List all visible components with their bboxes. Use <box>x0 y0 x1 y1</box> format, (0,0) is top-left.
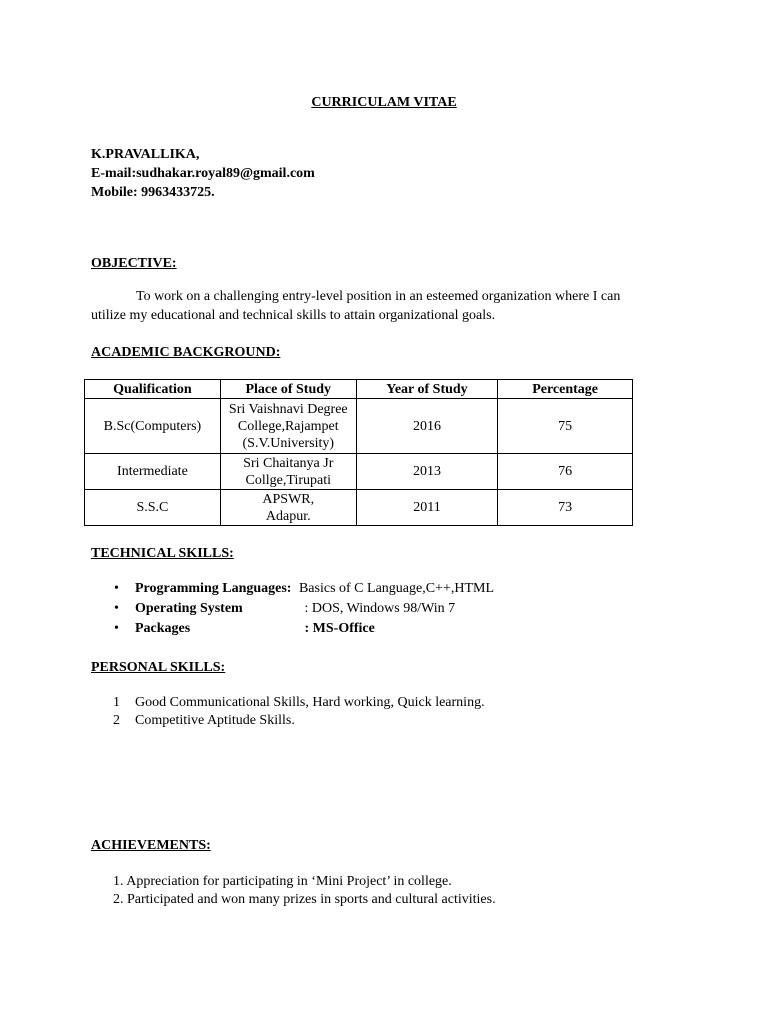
place-line: (S.V.University) <box>242 435 335 451</box>
year-cell: 2013 <box>356 454 498 490</box>
skill-value: Basics of C Language,C++,HTML <box>298 581 495 596</box>
qualification-cell: Intermediate <box>85 454 221 490</box>
percentage-cell: 73 <box>498 490 633 526</box>
bullet-icon: • <box>114 581 119 596</box>
item-number: 1 <box>113 695 120 710</box>
item-text: Competitive Aptitude Skills. <box>135 713 295 728</box>
bullet-icon: • <box>114 621 119 636</box>
year-cell: 2011 <box>356 490 498 526</box>
place-line: Collge,Tirupati <box>245 472 331 488</box>
list-item: 1. Appreciation for participating in ‘Mini Project’ in college. <box>113 874 452 889</box>
objective-line-1: To work on a challenging entry-level position in an esteemed organization where I can <box>136 289 621 304</box>
list-item <box>91 620 494 640</box>
contact-block <box>91 146 315 203</box>
list-item <box>91 712 485 730</box>
column-header: Year of Study <box>356 380 498 399</box>
column-header: Percentage <box>498 380 633 399</box>
place-cell <box>220 454 356 490</box>
objective-line-2: utilize my educational and technical skills to attain organizational goals. <box>91 308 496 324</box>
place-line: APSWR, <box>262 491 315 507</box>
place-line: Sri Vaishnavi Degree <box>228 401 348 417</box>
table-row <box>85 399 633 454</box>
list-item <box>91 694 485 712</box>
bullet-icon: • <box>114 601 119 616</box>
table-header-row <box>85 380 633 399</box>
technical-skills-list <box>91 580 494 640</box>
email-line: E-mail:sudhakar.royal89@gmail.com <box>91 166 315 181</box>
year-cell: 2016 <box>356 399 498 454</box>
achievements-heading: ACHIEVEMENTS: <box>91 838 211 853</box>
academic-heading: ACADEMIC BACKGROUND: <box>91 345 281 360</box>
mobile-line: Mobile: 9963433725. <box>91 185 215 200</box>
document-title: CURRICULAM VITAE <box>311 95 457 110</box>
skill-label: Operating System <box>135 601 243 616</box>
achievements-list <box>113 873 496 909</box>
qualification-cell: S.S.C <box>85 490 221 526</box>
column-header: Place of Study <box>220 380 356 399</box>
item-text: Good Communicational Skills, Hard working, Quick learning. <box>135 695 485 710</box>
qualification-cell: B.Sc(Computers) <box>85 399 221 454</box>
skill-value: : DOS, Windows 98/Win 7 <box>304 601 456 616</box>
item-number: 2 <box>113 713 120 728</box>
objective-paragraph <box>91 288 681 325</box>
column-header: Qualification <box>85 380 221 399</box>
skill-value: : MS-Office <box>304 621 375 636</box>
percentage-cell: 76 <box>498 454 633 490</box>
personal-skills-list <box>91 694 485 730</box>
technical-skills-heading: TECHNICAL SKILLS: <box>91 546 234 561</box>
table-row <box>85 490 633 526</box>
place-cell <box>220 399 356 454</box>
place-line: Adapur. <box>265 508 311 524</box>
objective-heading: OBJECTIVE: <box>91 256 177 271</box>
list-item <box>91 600 494 620</box>
list-item <box>91 580 494 600</box>
list-item: 2. Participated and won many prizes in sports and cultural activities. <box>113 892 496 907</box>
table-row <box>85 454 633 490</box>
place-line: College,Rajampet <box>237 418 339 434</box>
percentage-cell: 75 <box>498 399 633 454</box>
skill-label: Programming Languages: <box>135 581 292 596</box>
candidate-name: K.PRAVALLIKA, <box>91 147 200 162</box>
place-line: Sri Chaitanya Jr <box>243 455 334 471</box>
place-cell <box>220 490 356 526</box>
personal-skills-heading: PERSONAL SKILLS: <box>91 660 226 675</box>
academic-table <box>84 379 633 526</box>
skill-label: Packages <box>135 621 191 636</box>
